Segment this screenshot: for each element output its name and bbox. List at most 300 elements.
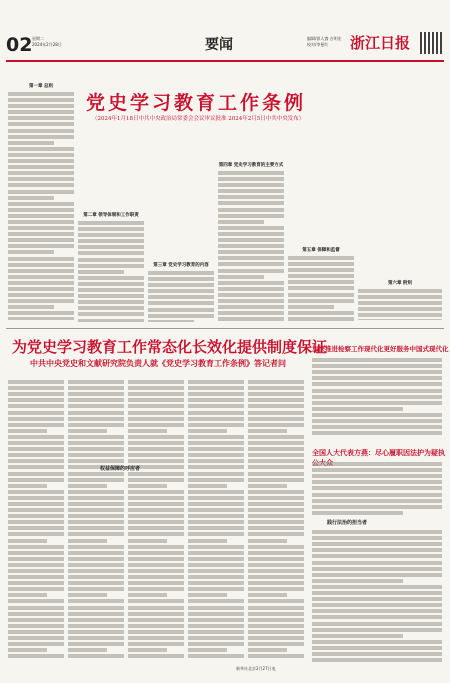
lead-column-6 (358, 80, 442, 320)
text-line (248, 502, 304, 506)
text-line (188, 539, 227, 543)
text-line (8, 520, 64, 524)
text-line (248, 429, 287, 433)
text-line (8, 220, 74, 224)
text-line (188, 526, 244, 530)
text-line (8, 202, 74, 206)
text-line (68, 636, 124, 640)
text-line (8, 257, 74, 261)
issue-date (32, 36, 62, 48)
text-line (8, 581, 64, 585)
lead-column-2 (78, 132, 144, 322)
text-line (8, 244, 74, 248)
text-line (288, 293, 354, 297)
chapter-head: 第二章 领导体制和工作职责 (83, 213, 139, 218)
text-line (312, 382, 442, 386)
text-line (358, 289, 442, 293)
text-line (312, 401, 442, 405)
text-line (128, 636, 184, 640)
text-line (148, 308, 214, 312)
text-line (312, 597, 442, 601)
text-line (128, 398, 184, 402)
text-line (78, 306, 144, 310)
text-line (248, 581, 304, 585)
text-line (248, 612, 304, 616)
text-line (248, 514, 304, 518)
text-line (312, 358, 442, 362)
text-line (312, 407, 403, 411)
text-line (128, 386, 184, 390)
text-line (68, 484, 107, 488)
text-line (128, 581, 184, 585)
text-line (128, 545, 184, 549)
text-line (68, 386, 124, 390)
text-line (128, 654, 184, 658)
text-line (288, 305, 334, 309)
lead-article-title: 党史学习教育工作条例 (86, 92, 307, 114)
text-line (188, 569, 244, 573)
text-line (128, 612, 184, 616)
second-column-5 (248, 378, 304, 664)
text-line (188, 465, 244, 469)
text-line (188, 502, 244, 506)
text-line (78, 258, 144, 262)
text-line (188, 563, 244, 567)
text-line (8, 411, 64, 415)
text-line (188, 618, 244, 622)
text-line (78, 264, 144, 268)
text-line (8, 159, 74, 163)
text-line (68, 404, 124, 408)
text-line (248, 557, 304, 561)
text-line (128, 551, 184, 555)
text-line (128, 508, 184, 512)
text-line (128, 539, 167, 543)
text-line (218, 195, 284, 199)
text-line (188, 654, 244, 658)
text-line (8, 311, 74, 315)
text-line (68, 490, 124, 494)
text-line (68, 459, 124, 463)
text-line (8, 275, 74, 279)
text-line (248, 520, 304, 524)
text-line (312, 474, 442, 478)
text-line (78, 288, 144, 292)
masthead-rule (6, 60, 444, 62)
text-line (312, 486, 442, 490)
text-line (68, 606, 124, 610)
text-line (128, 484, 167, 488)
text-line (78, 227, 144, 231)
text-line (8, 116, 74, 120)
chapter-head: 第五章 保障和监督 (302, 248, 340, 253)
text-line (128, 380, 184, 384)
text-line (248, 587, 304, 591)
text-line (128, 606, 184, 610)
text-line (68, 612, 124, 616)
editor-line: 编辑/郭人寰 吉明宏 (307, 36, 342, 41)
text-line (128, 569, 184, 573)
text-line (312, 389, 442, 393)
text-line (68, 441, 124, 445)
text-line (288, 256, 354, 260)
text-line (78, 251, 144, 255)
page-number: 02 (6, 34, 33, 56)
text-line (188, 435, 244, 439)
text-line (68, 392, 124, 396)
text-line (148, 301, 214, 305)
text-line (312, 376, 442, 380)
lead-column-4 (218, 132, 284, 322)
text-line (248, 472, 304, 476)
text-line (8, 575, 64, 579)
right-article-title: 加快推进检察工作现代化更好服务中国式现代化 (312, 345, 449, 353)
text-line (188, 411, 244, 415)
text-line (288, 299, 354, 303)
text-line (312, 511, 403, 515)
text-line (312, 646, 442, 650)
text-line (148, 295, 214, 299)
text-line (248, 654, 304, 658)
text-line (248, 618, 304, 622)
text-line (8, 147, 74, 151)
proof-line: 校对/李曼红 (307, 42, 329, 47)
text-line (8, 423, 64, 427)
text-line (188, 581, 244, 585)
text-line (8, 190, 74, 194)
text-line (128, 472, 184, 476)
text-line (248, 648, 287, 652)
text-line (128, 575, 184, 579)
text-line (312, 554, 442, 558)
text-line (218, 238, 284, 242)
text-line (128, 618, 184, 622)
text-line (68, 380, 124, 384)
text-line (312, 530, 442, 534)
text-line (188, 557, 244, 561)
text-line (128, 435, 184, 439)
text-line (68, 624, 124, 628)
text-line (188, 484, 227, 488)
text-line (8, 208, 74, 212)
text-line (248, 478, 304, 482)
section-name: 要闻 (205, 37, 233, 53)
editor-credits (307, 36, 342, 48)
text-line (248, 417, 304, 421)
text-line (248, 575, 304, 579)
text-line (188, 642, 244, 646)
text-line (288, 311, 354, 315)
text-line (248, 465, 304, 469)
text-line (78, 239, 144, 243)
text-line (312, 425, 442, 429)
text-line (188, 630, 244, 634)
text-line (312, 561, 442, 565)
text-line (68, 520, 124, 524)
text-line (248, 411, 304, 415)
text-line (312, 548, 442, 552)
text-line (312, 505, 442, 509)
text-line (68, 526, 124, 530)
text-line (128, 624, 184, 628)
text-line (128, 642, 184, 646)
text-line (78, 319, 144, 323)
text-line (68, 508, 124, 512)
text-line (78, 270, 124, 274)
text-line (188, 472, 244, 476)
text-line (8, 526, 64, 530)
text-line (188, 417, 244, 421)
text-line (148, 314, 214, 318)
text-line (188, 392, 244, 396)
text-line (128, 453, 184, 457)
text-line (288, 274, 354, 278)
text-line (218, 299, 284, 303)
text-line (188, 478, 244, 482)
text-line (8, 92, 74, 96)
text-line (188, 404, 244, 408)
text-line (188, 612, 244, 616)
text-line (312, 364, 442, 368)
text-line (188, 587, 244, 591)
text-line (188, 514, 244, 518)
text-line (8, 563, 64, 567)
text-line (128, 392, 184, 396)
text-line (8, 129, 74, 133)
text-line (8, 398, 64, 402)
text-line (188, 624, 244, 628)
text-line (68, 539, 107, 543)
text-line (248, 484, 287, 488)
right-column-bottom (312, 528, 442, 668)
text-line (188, 490, 244, 494)
text-line (8, 465, 64, 469)
text-line (128, 563, 184, 567)
text-line (128, 411, 184, 415)
text-line (248, 392, 304, 396)
text-line (312, 536, 442, 540)
text-line (68, 587, 124, 591)
text-line (218, 171, 284, 175)
text-line (68, 435, 124, 439)
text-line (188, 636, 244, 640)
text-line (68, 532, 124, 536)
text-line (68, 648, 107, 652)
text-line (358, 301, 442, 305)
text-line (218, 305, 284, 309)
text-line (248, 380, 304, 384)
text-line (312, 622, 442, 626)
text-line (8, 196, 54, 200)
text-line (8, 263, 74, 267)
text-line (128, 459, 184, 463)
text-line (8, 122, 74, 126)
text-line (8, 417, 64, 421)
text-line (312, 573, 442, 577)
text-line (8, 269, 74, 273)
text-line (312, 591, 442, 595)
text-line (68, 514, 124, 518)
text-line (248, 490, 304, 494)
text-line (8, 654, 64, 658)
text-line (218, 220, 264, 224)
text-line (78, 294, 144, 298)
text-line (312, 567, 442, 571)
text-line (8, 636, 64, 640)
text-line (8, 514, 64, 518)
text-line (218, 256, 284, 260)
text-line (68, 581, 124, 585)
text-line (128, 441, 184, 445)
text-line (8, 281, 74, 285)
text-line (68, 618, 124, 622)
text-line (68, 642, 124, 646)
text-line (8, 135, 74, 139)
text-line (128, 599, 184, 603)
text-line (218, 311, 284, 315)
text-line (8, 104, 74, 108)
text-line (8, 508, 64, 512)
chapter-head: 第一章 总则 (28, 84, 54, 89)
text-line (188, 508, 244, 512)
text-line (8, 624, 64, 628)
text-line (8, 642, 64, 646)
second-article-title: 为党史学习教育工作常态化长效化提供制度保证 (12, 338, 328, 356)
text-line (8, 599, 64, 603)
text-line (8, 226, 74, 230)
text-line (8, 293, 74, 297)
lead-article-subtitle: （2024年1月18日中共中央政治局常委会会议审议批准 2024年2月5日中共中央发布） (92, 116, 305, 122)
text-line (8, 618, 64, 622)
text-line (248, 459, 304, 463)
text-line (128, 429, 167, 433)
text-line (8, 612, 64, 616)
text-line (358, 307, 442, 311)
text-line (312, 658, 442, 662)
text-line (312, 413, 442, 417)
text-line (68, 599, 124, 603)
qr-code-icon (420, 32, 442, 54)
text-line (218, 269, 284, 273)
text-line (188, 648, 227, 652)
text-line (68, 545, 124, 549)
text-line (8, 299, 74, 303)
text-line (78, 221, 144, 225)
text-line (68, 654, 124, 658)
text-line (128, 648, 167, 652)
text-line (68, 551, 124, 555)
text-line (8, 490, 64, 494)
text-line (248, 551, 304, 555)
text-line (248, 398, 304, 402)
text-line (78, 245, 144, 249)
text-line (128, 447, 184, 451)
lead-column-5 (288, 132, 354, 322)
text-line (8, 287, 74, 291)
text-line (188, 429, 227, 433)
text-line (288, 317, 354, 321)
text-line (68, 593, 107, 597)
text-line (68, 502, 124, 506)
box-heading: 权益保障的呼应者 (100, 466, 141, 472)
second-column-2 (68, 378, 124, 668)
footer-note: 新华社北京2月27日电 (236, 666, 276, 671)
text-line (8, 551, 64, 555)
text-line (248, 441, 304, 445)
text-line (8, 606, 64, 610)
text-line (188, 606, 244, 610)
text-line (8, 532, 64, 536)
text-line (68, 630, 124, 634)
text-line (312, 499, 442, 503)
text-line (312, 628, 442, 632)
text-line (78, 312, 144, 316)
text-line (188, 447, 244, 451)
text-line (128, 496, 184, 500)
text-line (68, 417, 124, 421)
text-line (248, 526, 304, 530)
text-line (218, 201, 284, 205)
text-line (248, 642, 304, 646)
text-line (288, 280, 354, 284)
text-line (8, 171, 74, 175)
text-line (358, 319, 442, 320)
chapter-head: 第三章 党史学习教育的内容 (153, 263, 209, 268)
text-line (8, 472, 64, 476)
text-line (248, 404, 304, 408)
text-line (312, 652, 442, 656)
text-line (218, 244, 284, 248)
text-line (248, 386, 304, 390)
text-line (248, 435, 304, 439)
text-line (218, 250, 284, 254)
text-line (8, 238, 74, 242)
text-line (148, 283, 214, 287)
text-line (78, 300, 144, 304)
text-line (8, 250, 54, 254)
text-line (68, 411, 124, 415)
text-line (8, 539, 47, 543)
text-line (148, 320, 194, 322)
text-line (68, 557, 124, 561)
text-line (248, 532, 304, 536)
right-article-title: 全国人大代表方燕：尽心履职因法护为疑执 (312, 449, 445, 457)
text-line (312, 370, 442, 374)
text-line (288, 286, 354, 290)
text-line (248, 423, 304, 427)
text-line (68, 575, 124, 579)
text-line (128, 478, 184, 482)
text-line (248, 630, 304, 634)
text-line (312, 640, 442, 644)
text-line (358, 295, 442, 299)
text-line (248, 624, 304, 628)
text-line (8, 214, 74, 218)
text-line (68, 398, 124, 402)
text-line (188, 551, 244, 555)
text-line (312, 603, 442, 607)
text-line (8, 153, 74, 157)
text-line (218, 262, 284, 266)
text-line (312, 395, 442, 399)
text-line (8, 545, 64, 549)
chapter-head: 第四章 党史学习教育的主要方式 (218, 163, 284, 168)
text-line (8, 98, 74, 102)
text-line (248, 563, 304, 567)
text-line (68, 478, 124, 482)
text-line (128, 417, 184, 421)
text-line (248, 636, 304, 640)
